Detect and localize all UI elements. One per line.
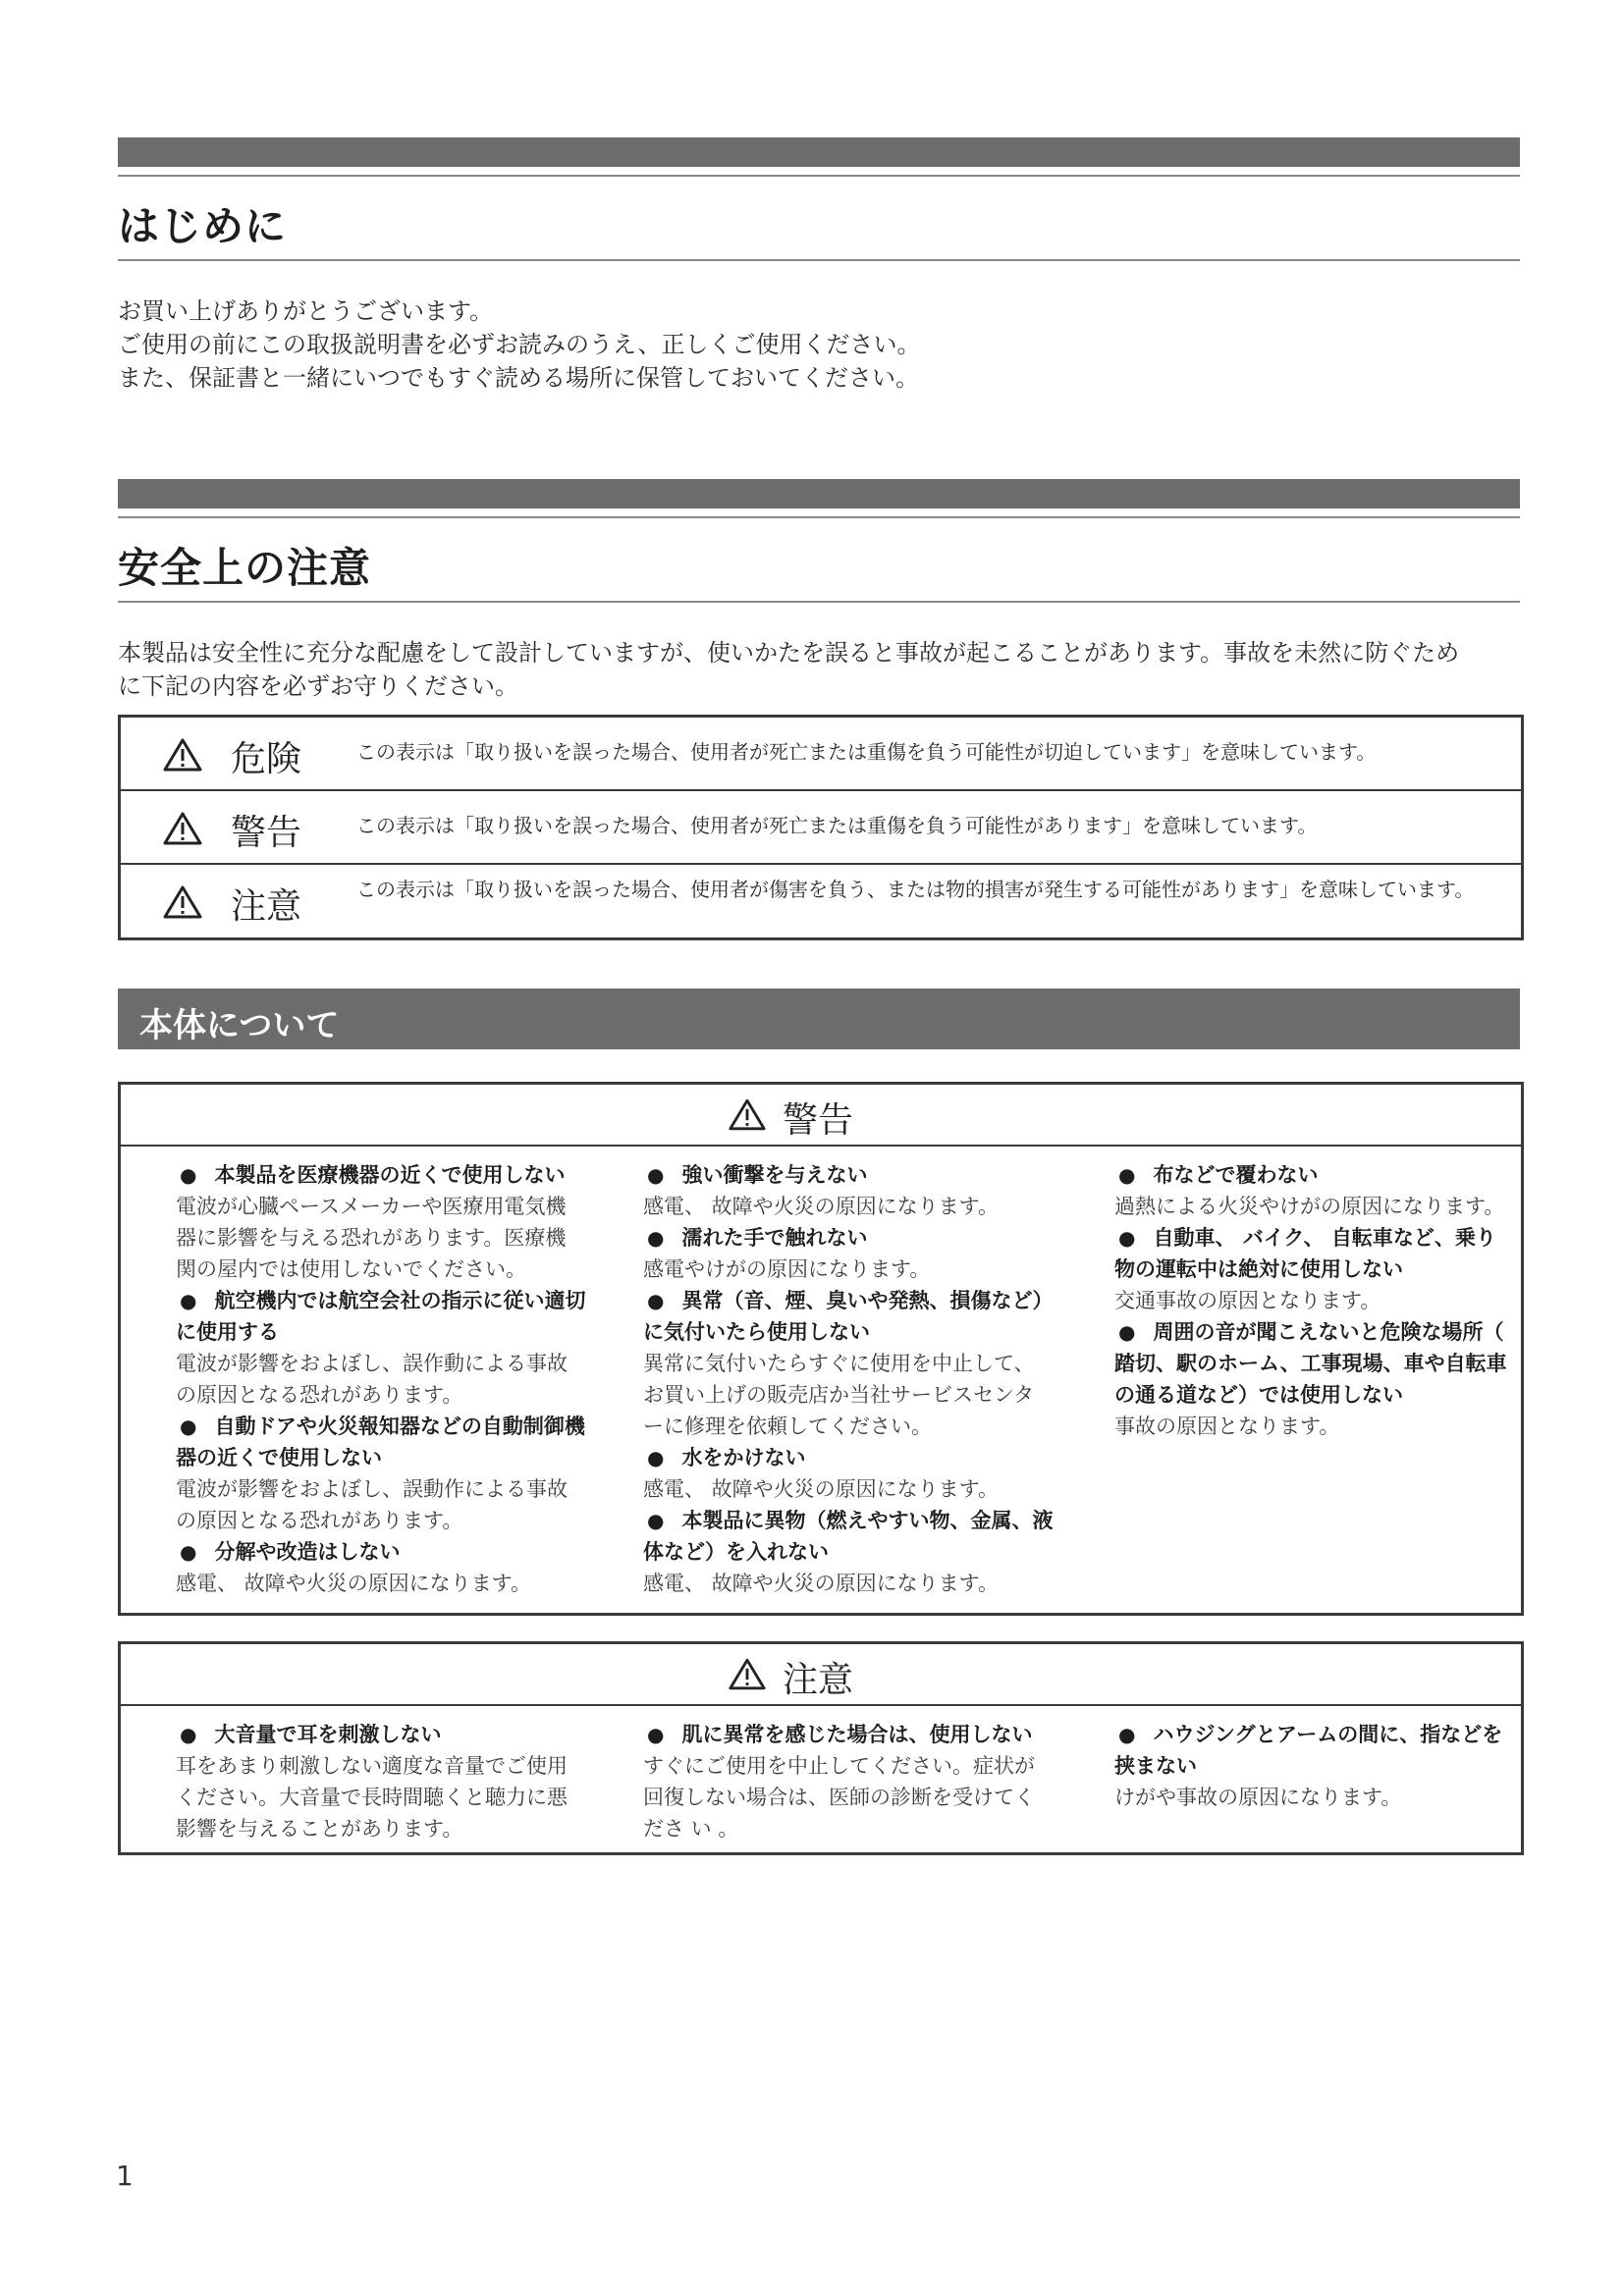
safety-heading: 安全上の注意: [118, 544, 372, 592]
safety-intro-text: [118, 636, 1459, 703]
warning-item-desc: 感電、 故障や火災の原因になります。: [643, 1572, 999, 1595]
bullet-icon: ●: [647, 1509, 665, 1532]
bullet-icon: ●: [647, 1446, 665, 1469]
warning-item: [643, 1159, 1065, 1222]
warning-item: [176, 1285, 588, 1411]
bullet-icon: ●: [647, 1226, 665, 1250]
warning-item-title: 分解や改造はしない: [214, 1540, 401, 1564]
caution-item: [1114, 1719, 1507, 1813]
warning-box-header: [121, 1085, 1521, 1147]
caution-item-desc: 耳をあまり刺激しない適度な音量でご使用ください。大音量で長時間聴くと聴力に悪影響を与えることがあります。: [176, 1754, 568, 1841]
caution-item-title: ハウジングとアームの間に、指などを挟まない: [1114, 1723, 1503, 1778]
warning-item-desc: 交通事故の原因となります。: [1114, 1289, 1381, 1312]
body-section-title: 本体について: [139, 1006, 340, 1045]
caution-column-3: [1114, 1719, 1507, 1813]
caution-item-title: 肌に異常を感じた場合は、使用しない: [681, 1723, 1033, 1746]
bullet-icon: ●: [1118, 1226, 1136, 1250]
legend-description: この表示は「取り扱いを誤った場合、使用者が傷害を負う、または物的損害が発生する可能性があります」を意味しています。: [356, 878, 1475, 901]
warning-column-1: [176, 1159, 588, 1599]
bullet-icon: ●: [1118, 1723, 1136, 1746]
caution-item: [643, 1719, 1065, 1844]
body-section-banner: [118, 988, 1520, 1049]
caution-item-desc: すぐにご使用を中止してください。症状が回復しない場合は、医師の診断を受けてくださ い 。: [643, 1754, 1035, 1841]
bullet-icon: ●: [180, 1540, 197, 1564]
safety-line: 本製品は安全性に充分な配慮をして設計していますが、使いかたを誤ると事故が起こることがあります。事故を未然に防ぐため: [118, 639, 1460, 667]
warning-item-title: 強い衝撃を与えない: [681, 1163, 868, 1187]
warning-item-title: 自動ドアや火災報知器などの自動制御機器の近くで使用しない: [176, 1415, 585, 1469]
legend-description: この表示は「取り扱いを誤った場合、使用者が死亡または重傷を負う可能性があります」を意味しています。: [356, 814, 1318, 837]
warning-item: [643, 1222, 1065, 1285]
caution-column-2: [643, 1719, 1065, 1844]
warning-item-title: 本製品を医療機器の近くで使用しない: [214, 1163, 566, 1187]
legend-row-warning: [121, 791, 1521, 865]
intro-line: お買い上げありがとうございます。: [118, 297, 494, 325]
legend-row-caution: [121, 865, 1521, 937]
caution-box-title: 注意: [783, 1660, 854, 1700]
hazard-legend-table: [118, 715, 1524, 940]
caution-item-desc: けがや事故の原因になります。: [1114, 1786, 1402, 1809]
bullet-icon: ●: [1118, 1163, 1136, 1187]
warning-item-title: 濡れた手で触れない: [681, 1226, 868, 1250]
warning-box-title: 警告: [783, 1100, 854, 1141]
caution-item-title: 大音量で耳を刺激しない: [214, 1723, 442, 1746]
warning-item-desc: 事故の原因となります。: [1114, 1415, 1340, 1438]
warning-item-desc: 異常に気付いたらすぐに使用を中止して、お買い上げの販売店か当社サービスセンターに修理を依頼してください。: [643, 1352, 1035, 1438]
warning-triangle-icon: [728, 1097, 767, 1132]
warning-item: [176, 1536, 588, 1599]
warning-item: [176, 1411, 588, 1536]
warning-column-3: [1114, 1159, 1507, 1442]
safety-top-bar: [118, 479, 1520, 508]
bullet-icon: ●: [180, 1163, 197, 1187]
warning-triangle-icon: [162, 884, 203, 920]
warning-item: [643, 1505, 1065, 1599]
intro-line: ご使用の前にこの取扱説明書を必ずお読みのうえ、正しくご使用ください。: [118, 331, 921, 358]
bullet-icon: ●: [180, 1723, 197, 1746]
safety-bottom-rule: [118, 601, 1520, 603]
warning-item: [1114, 1159, 1507, 1222]
caution-item: [176, 1719, 588, 1844]
bullet-icon: ●: [180, 1289, 197, 1312]
warning-item: [1114, 1222, 1507, 1316]
warning-item-title: 周囲の音が聞こえないと危険な場所（ 踏切、駅のホーム、工事現場、車や自転車の通る道など）では使用しない: [1114, 1320, 1507, 1407]
legend-label: 危険: [231, 739, 302, 779]
warning-item: [1114, 1316, 1507, 1442]
caution-column-1: [176, 1719, 588, 1844]
warning-item-desc: 電波が心臓ペースメーカーや医療用電気機器に影響を与える恐れがあります。医療機関の屋内では使用しないでください。: [176, 1195, 567, 1281]
intro-text: [118, 294, 920, 395]
bullet-icon: ●: [647, 1723, 665, 1746]
warning-item: [176, 1159, 588, 1285]
bullet-icon: ●: [180, 1415, 197, 1438]
safety-line: に下記の内容を必ずお守りください。: [118, 672, 518, 700]
page-number: 1: [116, 2160, 134, 2192]
warning-triangle-icon: [728, 1657, 767, 1691]
warning-item-title: 布などで覆わない: [1153, 1163, 1319, 1187]
legend-row-danger: [121, 718, 1521, 791]
bullet-icon: ●: [647, 1289, 665, 1312]
warning-item-desc: 感電、 故障や火災の原因になります。: [643, 1195, 999, 1218]
warning-item-title: 水をかけない: [681, 1446, 806, 1469]
legend-description: この表示は「取り扱いを誤った場合、使用者が死亡または重傷を負う可能性が切迫しています」を意味しています。: [356, 740, 1377, 764]
warning-item-title: 異常（音、煙、臭いや発熱、損傷など）に気付いたら使用しない: [643, 1289, 1054, 1344]
caution-box-header: [121, 1644, 1521, 1706]
warning-item-desc: 電波が影響をおよぼし、誤動作による事故の原因となる恐れがあります。: [176, 1477, 568, 1532]
legend-label: 注意: [231, 886, 302, 927]
intro-line: また、保証書と一緒にいつでもすぐ読める場所に保管しておいてください。: [118, 364, 919, 392]
warning-item-title: 本製品に異物（燃えやすい物、金属、液体など）を入れない: [643, 1509, 1054, 1564]
warning-item-title: 自動車、 バイク、 自転車など、乗り物の運転中は絶対に使用しない: [1114, 1226, 1496, 1281]
warning-triangle-icon: [162, 737, 203, 773]
bullet-icon: ●: [647, 1163, 665, 1187]
intro-top-bar: [118, 137, 1520, 167]
intro-top-rule: [118, 175, 1520, 177]
intro-bottom-rule: [118, 259, 1520, 261]
intro-heading: はじめに: [118, 202, 288, 250]
warning-column-2: [643, 1159, 1065, 1599]
warning-item-desc: 過熱による火災やけがの原因になります。: [1114, 1195, 1505, 1218]
warning-item: [643, 1442, 1065, 1505]
safety-top-rule: [118, 516, 1520, 518]
warning-item-desc: 電波が影響をおよぼし、誤作動による事故の原因となる恐れがあります。: [176, 1352, 568, 1407]
warning-item-desc: 感電、 故障や火災の原因になります。: [176, 1572, 531, 1595]
warning-triangle-icon: [162, 811, 203, 846]
legend-label: 警告: [231, 813, 302, 853]
warning-item-desc: 感電やけがの原因になります。: [643, 1257, 931, 1281]
bullet-icon: ●: [1118, 1320, 1136, 1344]
warning-item-desc: 感電、 故障や火災の原因になります。: [643, 1477, 999, 1501]
warning-item-title: 航空機内では航空会社の指示に従い適切に使用する: [176, 1289, 586, 1344]
caution-box: [118, 1641, 1524, 1855]
warning-item: [643, 1285, 1065, 1442]
warning-box: [118, 1082, 1524, 1616]
